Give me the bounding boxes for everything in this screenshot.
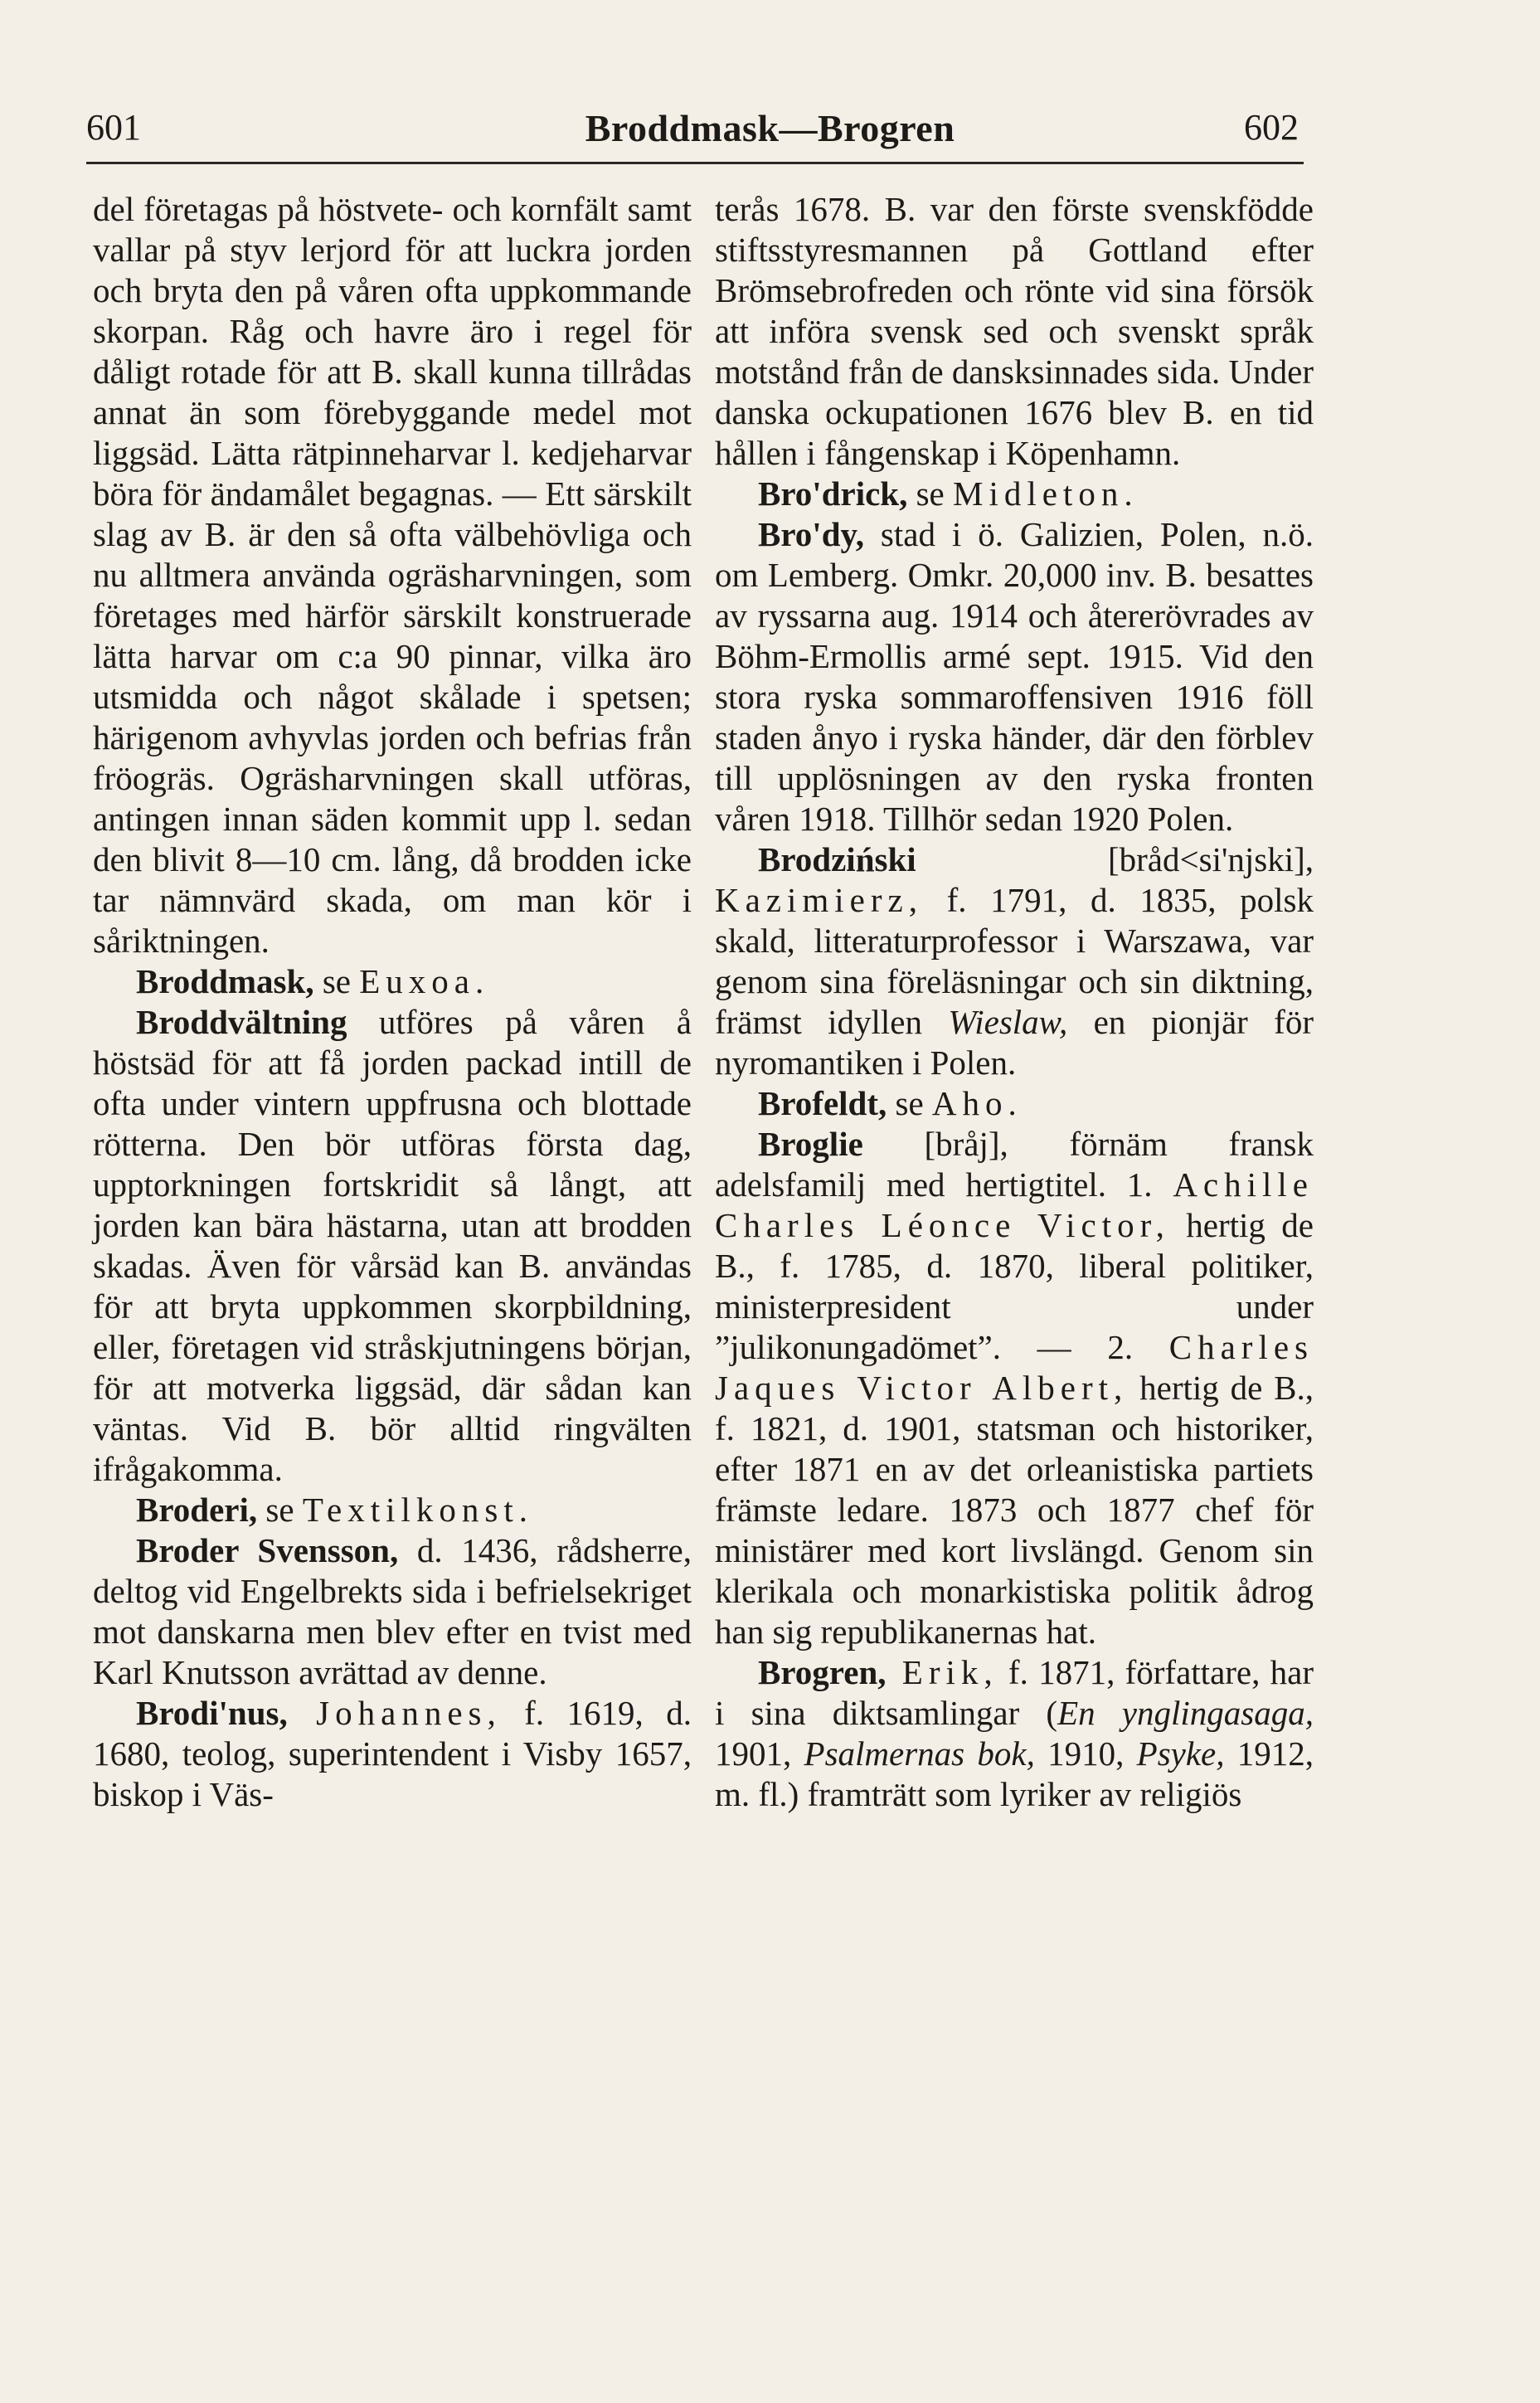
headword: Bro'drick,: [758, 474, 908, 513]
headword: Brodziński: [758, 840, 916, 878]
entry-broddvaltning: [93, 1002, 692, 1490]
headword: Broddvältning: [136, 1003, 347, 1041]
entry-brody: [715, 514, 1314, 839]
entry-text: f. 1619, d. 1680, teolog, superintendent i Visby 1657, biskop i Väs-: [93, 1694, 692, 1813]
right-column: [715, 189, 1314, 1815]
person-name: Achille Charles Léonce Victor,: [715, 1165, 1314, 1244]
entry-broglie: [715, 1124, 1314, 1652]
cross-reference: Textilkonst.: [302, 1491, 533, 1529]
entry-brogren: [715, 1652, 1314, 1815]
headword: Broderi,: [136, 1491, 258, 1529]
person-name: Johannes,: [287, 1694, 502, 1732]
headword: Bro'dy,: [758, 515, 864, 553]
cross-reference: Midleton.: [953, 474, 1139, 513]
headword: Broddmask,: [136, 962, 314, 1000]
see-word: se: [907, 474, 953, 513]
entry-broderi: [93, 1490, 692, 1530]
entry-text: utföres på våren å höstsäd för att få jorden packad intill de ofta under vintern uppfrusna och blottade rötterna. Den bör utföras första dag, upptorkningen fortskridit så långt, att jorden kan bära hästarna, utan att brodden skadas. Även för vårsäd kan B. användas för att bryta uppkommen skorpbildning, eller, företagen vid stråskjutningens början, för att motverka liggsäd, där sådan kan väntas. Vid B. bör alltid ringvälten ifrågakomma.: [93, 1003, 692, 1488]
cross-reference: Aho.: [931, 1084, 1023, 1122]
entry-text: hertig de B., f. 1821, d. 1901, statsman och historiker, efter 1871 en av det orleanistiska partiets främste ledare. 1873 och 1877 chef för ministärer med kort livslängd. Genom sin klerikala och monarkistiska politik ådrog han sig republikanernas hat.: [715, 1369, 1314, 1651]
entry-broddmask: [93, 961, 692, 1002]
entry-text: 1912, m. fl.) framträtt som lyriker av religiös: [715, 1734, 1314, 1813]
right-page-number: 602: [1244, 107, 1299, 148]
work-title: Psyke,: [1136, 1734, 1225, 1773]
entry-text: f. 1871, författare, har i sina diktsamlingar (: [715, 1653, 1314, 1732]
header-rule: [86, 162, 1304, 164]
running-title: Broddmask—Brogren: [585, 107, 955, 149]
entry-text: f. 1791, d. 1835, polsk skald, litteraturprofessor i Warszawa, var genom sina föreläsningar och sin diktning, främst idyllen: [715, 881, 1314, 1041]
entry-text: [bråj], förnäm fransk adelsfamilj med hertigtitel. 1.: [715, 1125, 1314, 1204]
entry-text: 1901,: [715, 1734, 804, 1773]
person-name: Kazimierz,: [715, 881, 923, 919]
left-page-number: 601: [86, 107, 141, 148]
entry-text: stad i ö. Galizien, Polen, n.ö. om Lemberg. Omkr. 20,000 inv. B. besattes av ryssarna aug. 1914 och återerövrades av Böhm-Ermollis armé sept. 1915. Vid den stora ryska sommaroffensiven 1916 föll staden ånyo i ryska händer, där den förblev till upplösningen av den ryska fronten våren 1918. Tillhör sedan 1920 Polen.: [715, 515, 1314, 838]
work-title: Wieslaw,: [948, 1003, 1068, 1041]
see-word: se: [313, 962, 360, 1000]
entry-brofeldt: [715, 1083, 1314, 1124]
entry-broder-svensson: [93, 1530, 692, 1693]
see-word: se: [887, 1084, 932, 1122]
continued-entry-text: del företagas på höstvete- och kornfält samt vallar på styv lerjord för att luckra jorden och bryta den på våren ofta uppkommande skorpan. Råg och havre äro i regel för dåligt rotade för att B. skall kunna tillrådas annat än som förebyggande medel mot liggsäd. Lätta rätpinneharvar l. kedjeharvar böra för ändamålet begagnas. — Ett särskilt slag av B. är den så ofta välbehövliga och nu alltmera använda ogräsharvningen, som företages med härför särskilt konstruerade lätta harvar om c:a 90 pinnar, vilka äro utsmidda och något skålade i spetsen; härigenom avhyvlas jorden och befrias från fröogräs. Ogräsharvningen skall utföras, antingen innan säden kommit upp l. sedan den blivit 8—10 cm. lång, då brodden icke tar nämnvärd skada, om man kör i såriktningen.: [93, 190, 692, 960]
entry-text: hertig de B., f. 1785, d. 1870, liberal politiker, ministerpresident under ”julikonungadömet”. — 2.: [715, 1206, 1314, 1366]
headword: Brodi'nus,: [136, 1694, 288, 1732]
entry-brodinus: [93, 1693, 692, 1815]
page-header: [0, 0, 1540, 166]
headword: Broder Svensson,: [136, 1531, 399, 1569]
entry-brodrick: [715, 474, 1314, 514]
headword: Broglie: [758, 1125, 863, 1163]
work-title: Psalmernas bok,: [804, 1734, 1035, 1773]
work-title: En ynglingasaga,: [1057, 1694, 1314, 1732]
see-word: se: [257, 1491, 303, 1529]
cross-reference: Euxoa.: [359, 962, 490, 1000]
entry-text: en pionjär för nyromantiken i Polen.: [715, 1003, 1314, 1082]
headword: Brofeldt,: [758, 1084, 887, 1122]
person-name: Charles Jaques Victor Albert,: [715, 1328, 1314, 1407]
person-name: Erik,: [886, 1653, 998, 1691]
entry-text: d. 1436, rådsherre, deltog vid Engelbrekts sida i befrielsekriget mot danskarna men blev efter en tvist med Karl Knutsson avrättad av denne.: [93, 1531, 692, 1691]
headword: Brogren,: [758, 1653, 887, 1691]
pronunciation: [bråd<si'njski],: [916, 840, 1314, 878]
entry-text: 1910,: [1034, 1734, 1137, 1773]
continued-entry-text: terås 1678. B. var den förste svenskfödde stiftsstyresmannen på Gottland efter Brömsebrofreden och rönte vid sina försök att införa svensk sed och svenskt språk motstånd från de dansksinnades sida. Under danska ockupationen 1676 blev B. en tid hållen i fångenskap i Köpenhamn.: [715, 190, 1314, 472]
left-column: [93, 189, 692, 1815]
entry-brodzinski: [715, 839, 1314, 1083]
